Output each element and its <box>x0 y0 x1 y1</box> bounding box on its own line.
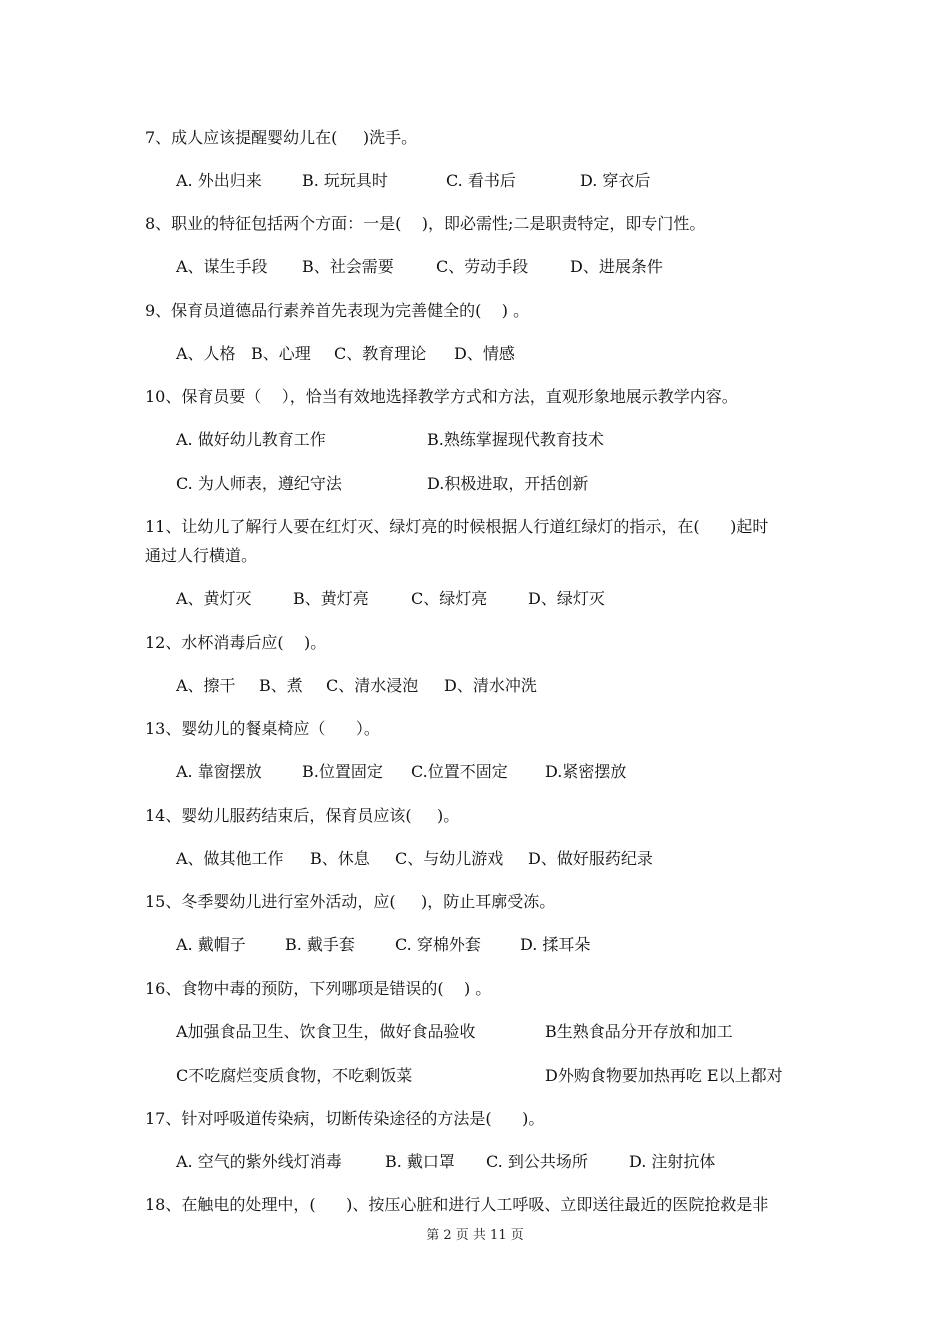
option-9c: C、教育理论 <box>334 344 427 363</box>
option-12d: D、清水冲洗 <box>444 676 537 695</box>
option-7d: D. 穿衣后 <box>580 171 651 190</box>
question-stem-11: 11、让幼儿了解行人要在红灯灭、绿灯亮的时候根据人行道红绿灯的指示，在( )起时 <box>145 517 769 536</box>
option-9b: B、心理 <box>251 344 311 363</box>
option-10a: A. 做好幼儿教育工作 <box>176 430 326 449</box>
question-stem-9: 9、保育员道德品行素养首先表现为完善健全的( ) 。 <box>145 301 530 320</box>
option-11c: C、绿灯亮 <box>411 589 488 608</box>
question-stem-12: 12、水杯消毒后应( )。 <box>145 633 327 652</box>
option-15b: B. 戴手套 <box>285 935 355 954</box>
option-12a: A、擦干 <box>176 676 236 695</box>
option-15a: A. 戴帽子 <box>176 935 246 954</box>
option-17c: C. 到公共场所 <box>486 1152 588 1171</box>
option-13d: D.紧密摆放 <box>545 762 627 781</box>
question-stem-8: 8、职业的特征包括两个方面：一是( )，即必需性;二是职责特定，即专门性。 <box>145 214 706 233</box>
option-12b: B、煮 <box>259 676 303 695</box>
option-10d: D.积极进取，开括创新 <box>427 474 589 493</box>
option-14b: B、休息 <box>310 849 370 868</box>
option-17a: A. 空气的紫外线灯消毒 <box>176 1152 342 1171</box>
question-stem-10: 10、保育员要（ ），恰当有效地选择教学方式和方法，直观形象地展示教学内容。 <box>145 387 738 406</box>
option-16a: A加强食品卫生、饮食卫生，做好食品验收 <box>176 1022 476 1041</box>
option-14a: A、做其他工作 <box>176 849 284 868</box>
question-stem-15: 15、冬季婴幼儿进行室外活动，应( )，防止耳廓受冻。 <box>145 892 556 911</box>
option-15d: D. 揉耳朵 <box>520 935 591 954</box>
option-7c: C. 看书后 <box>446 171 516 190</box>
question-stem-7: 7、成人应该提醒婴幼儿在( )洗手。 <box>145 128 418 147</box>
option-14d: D、做好服药纪录 <box>528 849 653 868</box>
question-stem-11-cont: 通过人行横道。 <box>145 546 258 565</box>
option-15c: C. 穿棉外套 <box>395 935 481 954</box>
option-11b: B、黄灯亮 <box>293 589 369 608</box>
option-8c: C、劳动手段 <box>436 257 529 276</box>
option-8a: A、谋生手段 <box>176 257 268 276</box>
option-13b: B.位置固定 <box>302 762 383 781</box>
option-10b: B.熟练掌握现代教育技术 <box>427 430 604 449</box>
option-11a: A、黄灯灭 <box>176 589 252 608</box>
option-8b: B、社会需要 <box>302 257 394 276</box>
option-10c: C. 为人师表，遵纪守法 <box>176 474 342 493</box>
option-8d: D、进展条件 <box>570 257 663 276</box>
option-13a: A. 靠窗摆放 <box>176 762 262 781</box>
option-7a: A. 外出归来 <box>176 171 262 190</box>
question-stem-14: 14、婴幼儿服药结束后，保育员应该( )。 <box>145 806 460 825</box>
question-stem-13: 13、婴幼儿的餐桌椅应（ ）。 <box>145 719 380 738</box>
question-stem-16: 16、食物中毒的预防，下列哪项是错误的( ) 。 <box>145 979 492 998</box>
option-17b: B. 戴口罩 <box>385 1152 455 1171</box>
option-7b: B. 玩玩具时 <box>302 171 388 190</box>
option-9d: D、情感 <box>454 344 515 363</box>
question-stem-17: 17、针对呼吸道传染病，切断传染途径的方法是( )。 <box>145 1109 545 1128</box>
option-11d: D、绿灯灭 <box>528 589 605 608</box>
option-16d: D外购食物要加热再吃 E以上都对 <box>545 1066 783 1085</box>
page-footer: 第 2 页 共 11 页 <box>426 1228 524 1243</box>
question-stem-18: 18、在触电的处理中，( )、按压心脏和进行人工呼吸、立即送往最近的医院抢救是非 <box>145 1195 769 1214</box>
option-16c: C不吃腐烂变质食物，不吃剩饭菜 <box>176 1066 413 1085</box>
option-12c: C、清水浸泡 <box>326 676 419 695</box>
option-13c: C.位置不固定 <box>411 762 508 781</box>
option-9a: A、人格 <box>176 344 236 363</box>
option-16b: B生熟食品分开存放和加工 <box>545 1022 733 1041</box>
option-17d: D. 注射抗体 <box>629 1152 716 1171</box>
option-14c: C、与幼儿游戏 <box>395 849 504 868</box>
